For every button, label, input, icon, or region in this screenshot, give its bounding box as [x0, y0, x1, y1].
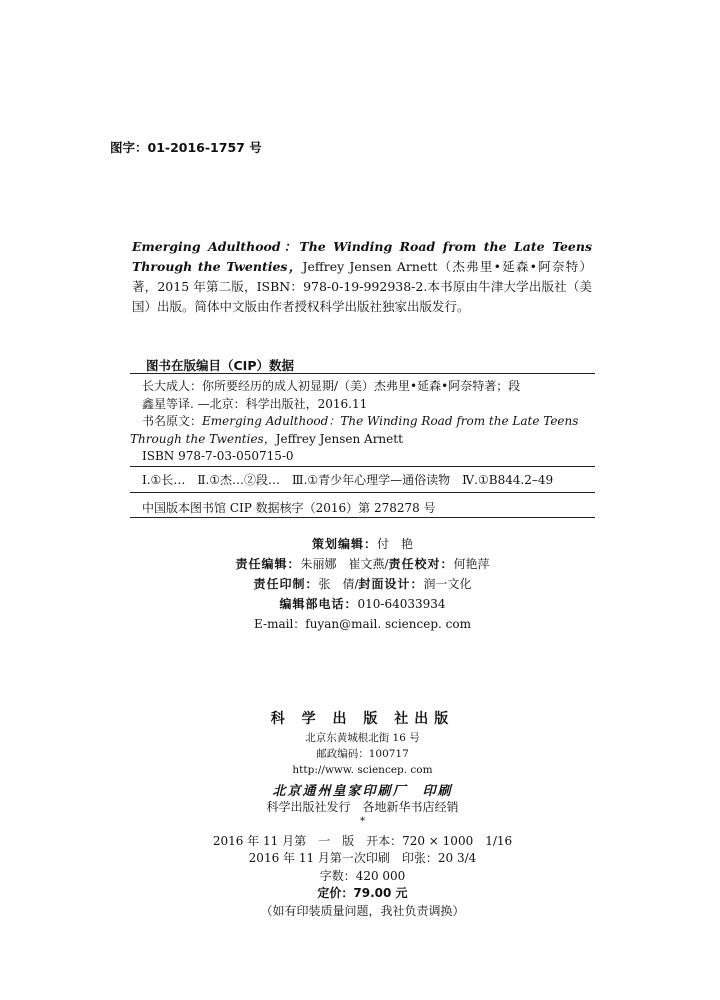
proofreader-value: 何艳萍: [453, 557, 490, 571]
printer-name: 北京通州皇家印刷厂 印刷: [272, 784, 453, 799]
planning-editor-label: 策划编辑：: [311, 537, 377, 551]
editorial-phone-label: 编辑部电话：: [279, 597, 358, 611]
cip-record: [130, 378, 592, 466]
copyright-notice: [132, 237, 592, 317]
editorial-phone-line: [130, 594, 595, 614]
cip-heading: 图书在版编目（CIP）数据: [146, 358, 294, 373]
distribution-info: 科学出版社发行 各地新华书店经销: [266, 800, 459, 814]
cip-isbn: ISBN 978-7-03-050715-0: [142, 449, 294, 463]
publisher-url: http://www. sciencep. com: [292, 764, 433, 776]
cip-original-title-line-1: [130, 413, 592, 431]
cip-original-title-a: Emerging Adulthood：The Winding Road from the Late Teens: [202, 414, 579, 428]
edition-info: 2016 年 11 月第 一 版 开本：720 × 1000 1/16: [212, 833, 513, 848]
price: 定价：79.00 元: [317, 886, 408, 900]
printing-info: 2016 年 11 月第一次印刷 印张：20 3/4: [248, 851, 477, 865]
cip-original-author: Jeffrey Jensen Arnett: [275, 431, 403, 446]
editorial-phone-value: 010-64033934: [357, 597, 446, 611]
cip-mid-rule-2: [130, 492, 595, 493]
publisher-info: [130, 708, 595, 920]
separator: /: [384, 557, 389, 571]
word-count: 字数：420 000: [319, 868, 406, 883]
separator-bullet: *: [360, 815, 365, 827]
publisher-postcode: 邮政编码：100717: [316, 748, 409, 760]
printing-supervisor-line: [130, 574, 595, 594]
printing-supervisor-value: 张 倩: [318, 577, 355, 591]
cip-original-title-label: 书名原文：: [142, 414, 203, 428]
cover-design-value: 润一文化: [423, 577, 472, 591]
publisher-address: 北京东黄城根北街 16 号: [305, 732, 420, 744]
responsible-editor-value: 朱丽娜 崔文燕: [300, 557, 385, 571]
cip-original-title-b: Through the Twenties，: [130, 431, 276, 446]
cip-mid-rule: [130, 466, 595, 467]
cip-publication-line: 鑫星等译. —北京：科学出版社，2016.11: [142, 396, 368, 411]
cip-bottom-rule: [130, 517, 595, 518]
responsible-editor-label: 责任编辑：: [235, 557, 301, 571]
cip-title-line: 长大成人：你所要经历的成人初显期/（美）杰弗里•延森•阿奈特著；段: [142, 379, 521, 393]
cip-classification: Ⅰ.①长… Ⅱ.①杰…②段… Ⅲ.①青少年心理学—通俗读物 Ⅳ.①B844.2–49: [142, 473, 554, 487]
publisher-name: 科 学 出 版 社出版: [270, 711, 455, 727]
editorial-staff: [130, 534, 595, 634]
quality-notice: （如有印装质量问题，我社负责调换）: [260, 903, 465, 918]
responsible-editor-line: [130, 554, 595, 574]
original-title-en: Emerging Adulthood：The Winding Road from the Late Teens Through the Twenties，: [132, 239, 592, 274]
proofreader-label: 责任校对：: [388, 557, 454, 571]
planning-editor-line: [130, 534, 595, 554]
cip-data-number: 中国版本图书馆 CIP 数据核字（2016）第 278278 号: [142, 501, 436, 515]
editorial-email: E-mail：fuyan@mail. sciencep. com: [254, 617, 471, 631]
cip-original-title-line-2: [130, 431, 592, 449]
cip-top-rule: [130, 373, 595, 374]
cover-design-label: 封面设计：: [358, 577, 424, 591]
printing-supervisor-label: 责任印制：: [253, 577, 319, 591]
contract-registration-number: 图字：01-2016-1757 号: [110, 140, 262, 155]
separator: /: [354, 577, 359, 591]
copyright-notice-text: Jeffrey Jensen Arnett（杰弗里•延森•阿奈特）著，2015 年第二版，ISBN：978-0-19-992938-2.本书原由牛津大学出版社（美国）出版。简体中文版由作者授权科学出版社独家出版发行。: [132, 259, 592, 314]
planning-editor-value: 付 艳: [377, 537, 414, 551]
